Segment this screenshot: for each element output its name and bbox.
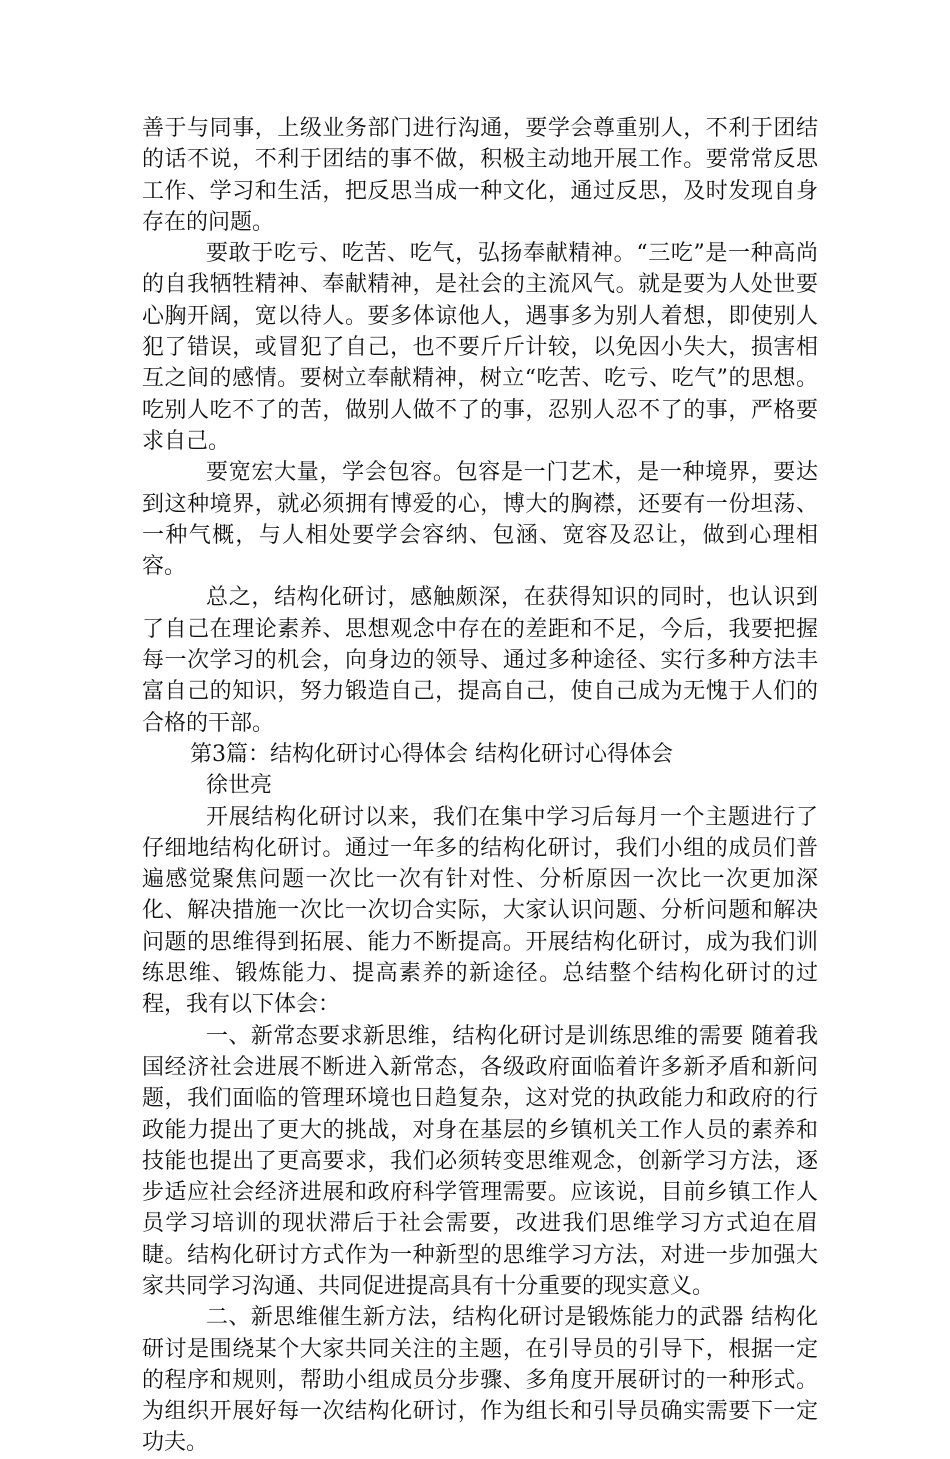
article-author: 徐世亮 (206, 773, 273, 799)
article-heading: 第3篇：结构化研讨心得体会 结构化研讨心得体会 (190, 741, 673, 767)
paragraph-3: 要宽宏大量，学会包容。包容是一门艺术，是一种境界，要达到这种境界，就必须拥有博爱的心，博大的胸襟，还要有一份坦荡、一种气概，与人相处要学会容纳、包涵、宽容及忍让，做到心理相容。 (142, 460, 818, 580)
paragraph-2: 要敢于吃亏、吃苦、吃气，弘扬奉献精神。“三吃”是一种高尚的自我牺牲精神、奉献精神，是社会的主流风气。就是要为人处世要心胸开阔，宽以待人。要多体谅他人，遇事多为别人着想，即使别人犯了错误，或冒犯了自己，也不要斤斤计较，以免因小失大，损害相互之间的感情。要树立奉献精神，树立“吃苦、吃亏、吃气”的思想。吃别人吃不了的苦，做别人做不了的事，忍别人忍不了的事，严格要求自己。 (142, 241, 818, 454)
document-page (142, 113, 818, 1459)
paragraph-6: 一、新常态要求新思维，结构化研讨是训练思维的需要 随着我国经济社会进展不断进入新常态，各级政府面临着许多新矛盾和新问题，我们面临的管理环境也日趋复杂，这对党的执政能力和政府的行政能力提出了更大的挑战，对身在基层的乡镇机关工作人员的素养和技能也提出了更高要求，我们必须转变思维观念，创新学习方法，逐步适应社会经济进展和政府科学管理需要。应该说，目前乡镇工作人员学习培训的现状滞后于社会需要，改进我们思维学习方式迫在眉睫。结构化研讨方式作为一种新型的思维学习方法，对进一步加强大家共同学习沟通、共同促进提高具有十分重要的现实意义。 (142, 1023, 818, 1299)
paragraph-5: 开展结构化研讨以来，我们在集中学习后每月一个主题进行了仔细地结构化研讨。通过一年多的结构化研讨，我们小组的成员们普遍感觉聚焦问题一次比一次有针对性、分析原因一次比一次更加深化、解决措施一次比一次切合实际，大家认识问题、分析问题和解决问题的思维得到拓展、能力不断提高。开展结构化研讨，成为我们训练思维、锻炼能力、提高素养的新途径。总结整个结构化研讨的过程，我有以下体会： (142, 804, 818, 1018)
paragraph-7: 二、新思维催生新方法，结构化研讨是锻炼能力的武器 结构化研讨是围绕某个大家共同关注的主题，在引导员的引导下，根据一定的程序和规则，帮助小组成员分步骤、多角度开展研讨的一种形式。为组织开展好每一次结构化研讨，作为组长和引导员确实需要下一定功夫。 (142, 1305, 818, 1456)
paragraph-4: 总之，结构化研讨，感触颇深，在获得知识的同时，也认识到了自己在理论素养、思想观念中存在的差距和不足，今后，我要把握每一次学习的机会，向身边的领导、通过多种途径、实行多种方法丰富自己的知识，努力锻造自己，提高自己，使自己成为无愧于人们的合格的干部。 (142, 585, 818, 736)
paragraph-1: 善于与同事，上级业务部门进行沟通，要学会尊重别人，不利于团结的话不说，不利于团结的事不做，积极主动地开展工作。要常常反思工作、学习和生活，把反思当成一种文化，通过反思，及时发现自身存在的问题。 (142, 116, 818, 235)
